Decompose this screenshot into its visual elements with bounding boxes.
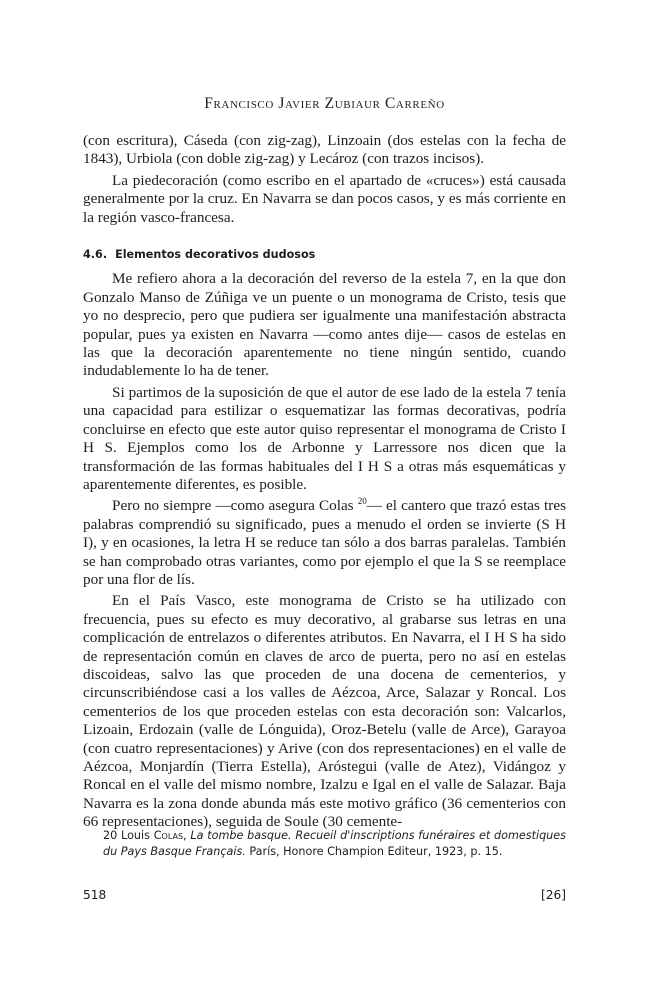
- section-heading: [83, 246, 566, 264]
- page-number: 518: [83, 888, 107, 902]
- footnote-publisher: París, Honore Champion Editeur, 1923, p. 15.: [249, 845, 503, 858]
- paragraph-2: Si partimos de la suposición de que el autor de ese lado de la estela 7 tenía una capacidad para estilizar o esquematizar las formas decorativas, podría concluirse en efecto que este autor quiso representar el monograma de Cristo I H S. Ejemplos como los de Arbonne y Larressore nos dicen que la transformación de las formas habituales del I H S a otras más esquemáticas y aparentemente diferentes, es posible.: [83, 383, 566, 493]
- footnote-author-first: Louis: [121, 829, 150, 842]
- paragraph-continuation: (con escritura), Cáseda (con zig-zag), Linzoain (dos estelas con la fecha de 1843), Urbiola (con doble zig-zag) y Lecároz (con trazos incisos).: [83, 132, 566, 168]
- footnote: [83, 828, 566, 860]
- paragraph-3-start: Pero no siempre —como asegura Colas: [112, 497, 358, 515]
- paragraph-piedecoracion: La piedecoración (como escribo en el apartado de «cruces») está causada generalmente por la cruz. En Navarra se dan pocos casos, y es más corriente en la región vasco-francesa.: [83, 171, 566, 226]
- paragraph-1: Me refiero ahora a la decoración del reverso de la estela 7, en la que don Gonzalo Manso de Zúñiga ve un puente o un monograma de Cristo, tesis que yo no desprecio, pero que pudiera ser igualmente una manifestación abstracta popular, pues ya existen en Navarra —como antes dije— casos de estelas en las que la decoración aparentemente no tiene ningún sentido, cuando indudablemente lo ha de tener.: [83, 270, 566, 380]
- footnote-title: La tombe basque. Recueil d'inscriptions funéraires et domestiques du Pays Basque Français.: [103, 829, 566, 858]
- section-title: Elementos decorativos dudosos: [115, 248, 316, 262]
- footnote-ref[interactable]: 20: [357, 496, 367, 507]
- bracket-page-number: [26]: [540, 888, 566, 902]
- paragraph-4: En el País Vasco, este monograma de Cristo se ha utilizado con frecuencia, pues su efecto es muy decorativo, al grabarse sus letras en una complicación de entrelazos o diferentes atributos. En Navarra, el I H S ha sido de representación común en claves de arco de puerta, pero no así en estelas discoideas, salvo las que proceden de una docena de cementerios, y circunscribiéndose casi a los valles de Aézcoa, Arce, Salazar y Roncal. Los cementerios de los que proceden estelas con esta decoración son: Valcarlos, Lizoain, Erdozain (valle de Lónguida), Oroz-Betelu (valle de Arce), Garayoa (con cuatro representaciones) y Arive (con dos representaciones) en el valle de Aézcoa, Monjardín (Tierra Estella), Aróstegui (valle de Atez), Vidángoz y Roncal en el valle del mismo nombre, Izalzu e Igal en el valle de Salazar. Baja Navarra es la zona donde abunda más este motivo gráfico (36 cementerios con 66 representaciones), seguida de Soule (30 cemente-: [83, 592, 566, 831]
- section-number: 4.6.: [83, 248, 108, 262]
- running-header: Francisco Javier Zubiaur Carreño: [204, 95, 445, 112]
- body-text: [83, 132, 566, 832]
- paragraph-3: [83, 497, 566, 589]
- footnote-number: 20: [103, 829, 118, 842]
- footnote-author-last: Colas,: [153, 829, 187, 842]
- footnote-text: [83, 828, 566, 860]
- paragraph-3-end: — el cantero que trazó estas tres palabras comprendió su significado, pues a menudo el orden se invierte (S H I), y en ocasiones, la letra H se reduce tan sólo a dos barras paralelas. También se han comprobado otras variantes, como por ejemplo el que la S se reemplace por una flor de lís.: [83, 497, 566, 588]
